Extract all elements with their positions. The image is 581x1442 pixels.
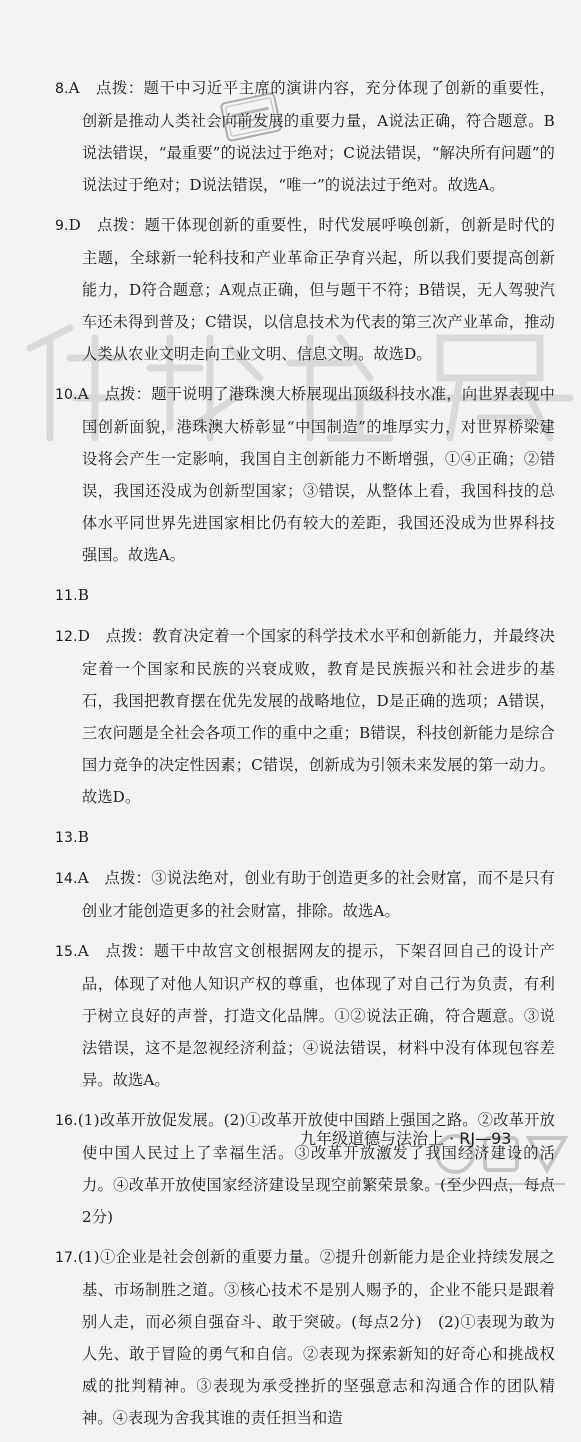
answer-text: A 点拨：题干中故宫文创根据网友的提示，下架召回自己的设计产品，体现了对他人知识产权的尊重，也体现了对自己行为负责，有利于树立良好的声誉，打造文化品牌。①②说法正确，符合题意。③说法错误，这不是忽视经济利益；④说法错误，材料中没有体现包容差异。故选A。 [77, 942, 555, 1089]
answer-text: D 点拨：题干体现创新的重要性，时代发展呼唤创新，创新是时代的主题，全球新一轮科技和产业革命正孕育兴起，所以我们要提高创新能力，D符合题意；A观点正确，但与题干不符；B错误，无人驾驶汽车还未得到普及；C错误，以信息技术为代表的第三次产业革命，推动人类从农业文明走向工业文明、信息文明。故选D。 [68, 216, 555, 363]
answer-item [55, 579, 555, 612]
answer-text: (1)改革开放促发展。(2)①改革开放使中国踏上强国之路。②改革开放使中国人民过上了幸福生活。③改革开放激发了我国经济建设的活力。④改革开放使国家经济建设呈现空前繁荣景象。(至少四点，每点2分) [77, 1111, 555, 1226]
answer-number: 13. [55, 830, 78, 846]
answer-item [55, 209, 555, 370]
answer-number: 14. [55, 871, 78, 887]
corner-logo-icon [425, 1124, 575, 1194]
answer-number: 10. [55, 387, 78, 403]
answer-text: (1)①企业是社会创新的重要力量。②提升创新能力是企业持续发展之基、市场制胜之道。③核心技术不是别人赐予的，企业不能只是跟着别人走，而必须自强奋斗、敢于突破。(每点2分) (2)①表现为敢为人先、敢于冒险的勇气和自信。②表现为探索新知的好奇心和挑战权威的批判精神。③表现为承受挫折的坚强意志和沟通合作的团队精神。④表现为舍我其谁的责任担当和造 [77, 1248, 555, 1427]
answer-item [55, 620, 555, 813]
answer-text: A 点拨：题干中习近平主席的演讲内容，充分体现了创新的重要性，创新是推动人类社会向前发展的重要力量，A说法正确，符合题意。B说法错误，“最重要”的说法过于绝对；C说法错误，“解决所有问题”的说法过于绝对；D说法错误，“唯一”的说法过于绝对。故选A。 [68, 79, 555, 194]
page-footer: 九年级道德与法治上 · RJ—93 [300, 1129, 512, 1148]
answer-text: B [77, 828, 90, 846]
answer-number: 12. [55, 629, 78, 645]
answer-item [55, 862, 555, 927]
answer-number: 15. [55, 944, 78, 960]
answer-item [55, 72, 555, 201]
answer-number: 9. [55, 218, 69, 234]
answer-text: B [77, 586, 90, 604]
answer-item [55, 1241, 555, 1434]
answer-text: A 点拨：题干说明了港珠澳大桥展现出顶级科技水准，向世界表现中国创新面貌，港珠澳大桥彰显“中国制造”的堆厚实力，对世界桥梁建设将会产生一定影响，我国自主创新能力不断增强，①④正确；②错误，我国还没成为创新型国家；③错误，从整体上看，我国科技的总体水平同世界先进国家相比仍有较大的差距，我国还没成为世界科技强国。故选A。 [77, 385, 555, 564]
answer-number: 16. [55, 1113, 78, 1129]
answer-number: 11. [55, 588, 78, 604]
answer-item [55, 821, 555, 854]
answer-text: D 点拨：教育决定着一个国家的科学技术水平和创新能力，并最终决定着一个国家和民族的兴衰成败，教育是民族振兴和社会进步的基石，我国把教育摆在优先发展的战略地位，D是正确的选项；A错误，三农问题是全社会各项工作的重中之重；B错误，科技创新能力是综合国力竞争的决定性因素；C错误，创新成为引领未来发展的第一动力。故选D。 [77, 627, 555, 806]
answer-item [55, 935, 555, 1096]
answer-number: 8. [55, 81, 69, 97]
answer-number: 17. [55, 1250, 78, 1266]
answer-text: A 点拨：③说法绝对，创业有助于创造更多的社会财富，而不是只有创业才能创造更多的社会财富，排除。故选A。 [77, 869, 555, 920]
answer-item [55, 378, 555, 571]
answer-list [55, 72, 555, 1442]
